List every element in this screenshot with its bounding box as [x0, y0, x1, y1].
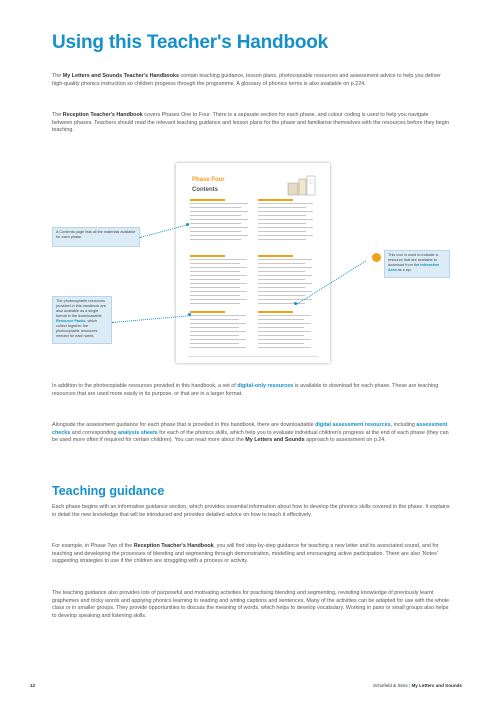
- thumbnail-section-rule: [258, 199, 293, 201]
- thumbnail-contents-line: [190, 299, 247, 300]
- thumbnail-contents-line: [190, 239, 241, 240]
- thumbnail-contents-line: [190, 231, 241, 232]
- thumbnail-contents-line: [190, 323, 246, 324]
- analysis-sheets-link: analysis sheets: [117, 429, 158, 436]
- intro-paragraph-1: [52, 73, 450, 88]
- thumbnail-contents-line: [190, 291, 247, 292]
- body-paragraph-1: [52, 383, 450, 398]
- thumbnail-contents-line: [190, 279, 240, 280]
- footer-publisher: Schofield & Sims: [372, 683, 408, 688]
- thumbnail-section-rule: [190, 255, 225, 257]
- guidance-p2-rest: , you will find step-by-step guidance for teaching a new letter and its associated sound, and for teaching and developing the processes of blending and segmenting through demonstration, modelling and encouraging active participation. There are also 'Notes' suggesting strategies to use if the children are struggling with a process or activity.: [52, 543, 439, 565]
- thumbnail-contents-line: [258, 279, 305, 280]
- body-p3-rest: is available to download for each phase. These are teaching resources that are used more easily in its purpose, or that are in a larger format.: [52, 383, 439, 397]
- body-p4-bold: My Letters and Sounds: [245, 437, 305, 444]
- thumbnail-contents-line: [258, 291, 312, 292]
- intro-p2-rest: covers Phases One to Four. There is a separate section for each phase, and colour coding is used to help you navigate between phases. Teachers should read the relevant teaching guidance and lesson plans for the phase and familiarise themselves with the resources before they begin teaching.: [52, 112, 449, 134]
- thumbnail-contents-line: [190, 219, 248, 220]
- thumbnail-contents-line: [258, 283, 312, 284]
- body-p3-prefix: In addition to the photocopiable resources provided in this handbook, a set of: [52, 383, 238, 389]
- thumbnail-contents-line: [258, 211, 313, 212]
- thumbnail-contents-line: [258, 223, 306, 224]
- phase-illustration-icon: [286, 173, 318, 197]
- thumbnail-contents-line: [190, 343, 239, 344]
- thumbnail-contents-line: [258, 339, 311, 340]
- guidance-p2-prefix: For example, in Phase Two of the: [52, 543, 134, 549]
- guidance-paragraph-2: [52, 543, 450, 566]
- thumbnail-contents-line: [258, 235, 313, 236]
- download-info-icon: [372, 253, 381, 262]
- footer-brand: [373, 683, 462, 688]
- thumbnail-section-rule: [258, 255, 293, 257]
- thumbnail-contents-line: [258, 331, 311, 332]
- thumbnail-contents-line: [190, 331, 246, 332]
- thumbnail-contents-line: [258, 335, 304, 336]
- thumbnail-contents-line: [258, 227, 313, 228]
- thumbnail-contents-line: [258, 315, 311, 316]
- online-callout-dot: [294, 302, 297, 305]
- thumbnail-contents-line: [258, 319, 304, 320]
- photocopiable-callout-link: Resource Packs: [56, 319, 86, 323]
- thumbnail-contents-line: [190, 275, 247, 276]
- thumbnail-contents-line: [258, 275, 312, 276]
- intro-paragraph-2: [52, 112, 450, 135]
- thumbnail-phase-label: Phase Four: [192, 177, 225, 183]
- thumbnail-section-rule: [258, 311, 293, 313]
- thumbnail-contents-line: [190, 295, 240, 296]
- thumbnail-contents-line: [190, 287, 240, 288]
- assessment-checks-link: assessment checks: [52, 422, 448, 436]
- photocopiable-callout-dot: [188, 313, 191, 316]
- thumbnail-footer-rule: [188, 356, 318, 357]
- online-callout-suffix: as a zip.: [396, 268, 412, 272]
- intro-p1-prefix: The: [52, 73, 63, 79]
- contents-callout-dot: [186, 223, 189, 226]
- section-heading-teaching-guidance: Teaching guidance: [52, 484, 165, 498]
- guidance-p2-bold: Reception Teacher's Handbook: [133, 543, 214, 549]
- thumbnail-contents-line: [190, 283, 247, 284]
- body-paragraph-2: [52, 422, 450, 445]
- body-p4-mid1: , including: [390, 422, 417, 428]
- thumbnail-contents-line: [258, 207, 306, 208]
- thumbnail-contents-line: [258, 343, 304, 344]
- thumbnail-contents-line: [258, 295, 305, 296]
- photocopiable-callout-prefix: The photocopiable resources provided in this handbook are also available as a single format in the downloadable: [56, 299, 106, 318]
- thumbnail-contents-line: [258, 271, 305, 272]
- body-p4-rest: for each of the phonics skills, which help you to evaluate individual children's progress at the end of each phase (they can be used more often if required for certain children). You can read more about the: [52, 429, 449, 444]
- guidance-paragraph-1: Each phase begins with an informative guidance section, which provides essential information about how to develop the phonics skills covered in the phase. It explains in detail the new knowledge that will be introduced and provides detailed advice on how to teach it effectively.: [52, 504, 450, 518]
- thumbnail-section-rule: [190, 311, 225, 313]
- thumbnail-contents-line: [190, 259, 247, 260]
- thumbnail-contents-line: [190, 207, 241, 208]
- contents-callout: [52, 227, 140, 247]
- digital-only-resources-link: digital-only resources: [237, 383, 294, 389]
- thumbnail-contents-line: [190, 267, 247, 268]
- thumbnail-contents-line: [258, 259, 312, 260]
- page-number: 12: [30, 683, 36, 688]
- footer-separator: |: [408, 683, 411, 688]
- online-callout-prefix: This icon is used to indicate a resource that are available to download from the: [388, 253, 438, 267]
- digital-assessment-resources-link: digital assessment resources: [315, 422, 391, 428]
- thumbnail-contents-line: [258, 323, 311, 324]
- thumbnail-contents-line: [258, 267, 312, 268]
- photocopiable-callout: [52, 296, 112, 344]
- thumbnail-contents-line: [190, 315, 246, 316]
- intro-p2-prefix: The: [52, 112, 63, 118]
- contents-callout-text: A Contents page lists all the materials available for each phase.: [56, 230, 136, 239]
- thumbnail-contents-line: [258, 327, 304, 328]
- thumbnail-contents-line: [190, 223, 241, 224]
- online-callout-link: Interactive Area: [388, 263, 440, 272]
- thumbnail-contents-line: [258, 231, 306, 232]
- thumbnail-section-rule: [190, 199, 225, 201]
- thumbnail-contents-line: [190, 271, 240, 272]
- thumbnail-contents-line: [258, 263, 305, 264]
- thumbnail-contents-line: [190, 263, 240, 264]
- thumbnail-contents-line: [190, 339, 246, 340]
- thumbnail-contents-line: [258, 219, 313, 220]
- footer-series-name: My Letters and Sounds: [411, 683, 462, 688]
- intro-p2-bold: Reception Teacher's Handbook: [62, 112, 143, 118]
- guidance-paragraph-3: The teaching guidance also provides lots of purposeful and motivating activities for practising blending and segmenting, revisiting knowledge of previously learnt graphemes and tricky words and applying phonics learning to reading and writing captions and sentences. Many of the activities can be adapted for use with the whole class or in smaller groups. They provide opportunities to discuss the meaning of words, which helps to develop vocabulary. Working in pairs or small groups also helps to develop speaking and listening skills.: [52, 590, 450, 619]
- thumbnail-contents-line: [258, 215, 306, 216]
- page-title: Using this Teacher's Handbook: [52, 32, 329, 53]
- thumbnail-contents-line: [190, 347, 246, 348]
- intro-p1-bold: My Letters and Sounds Teacher's Handbooks: [62, 73, 180, 79]
- thumbnail-contents-line: [258, 347, 311, 348]
- thumbnail-contents-line: [190, 235, 248, 236]
- thumbnail-contents-line: [190, 303, 240, 304]
- intro-p1-rest: contain teaching guidance, lesson plans, photocopiable resources and assessment advice to help you deliver high-quality phonics instruction so children progress through the programme. A glossary of phonics terms is also available on p.224.: [52, 73, 441, 87]
- thumbnail-contents-line: [190, 335, 239, 336]
- thumbnail-contents-line: [190, 319, 239, 320]
- photocopiable-callout-suffix: , which collect together the photocopiable resources needed for each week.: [56, 319, 98, 338]
- body-p4-end: approach to assessment on p.24.: [304, 437, 386, 444]
- thumbnail-contents-label: Contents: [192, 187, 218, 193]
- thumbnail-contents-line: [190, 211, 248, 212]
- thumbnail-contents-line: [190, 327, 239, 328]
- body-p4-prefix: Alongside the assessment guidance for each phase that is provided in this handbook, there are downloadable: [52, 422, 316, 428]
- thumbnail-contents-line: [190, 227, 248, 228]
- thumbnail-contents-line: [258, 287, 305, 288]
- thumbnail-contents-line: [258, 239, 306, 240]
- body-p4-mid2: and corresponding: [70, 429, 118, 436]
- thumbnail-contents-line: [190, 215, 241, 216]
- thumbnail-contents-line: [190, 203, 248, 204]
- contents-page-thumbnail: [176, 163, 330, 363]
- online-resource-callout: [384, 250, 450, 278]
- thumbnail-contents-line: [258, 203, 313, 204]
